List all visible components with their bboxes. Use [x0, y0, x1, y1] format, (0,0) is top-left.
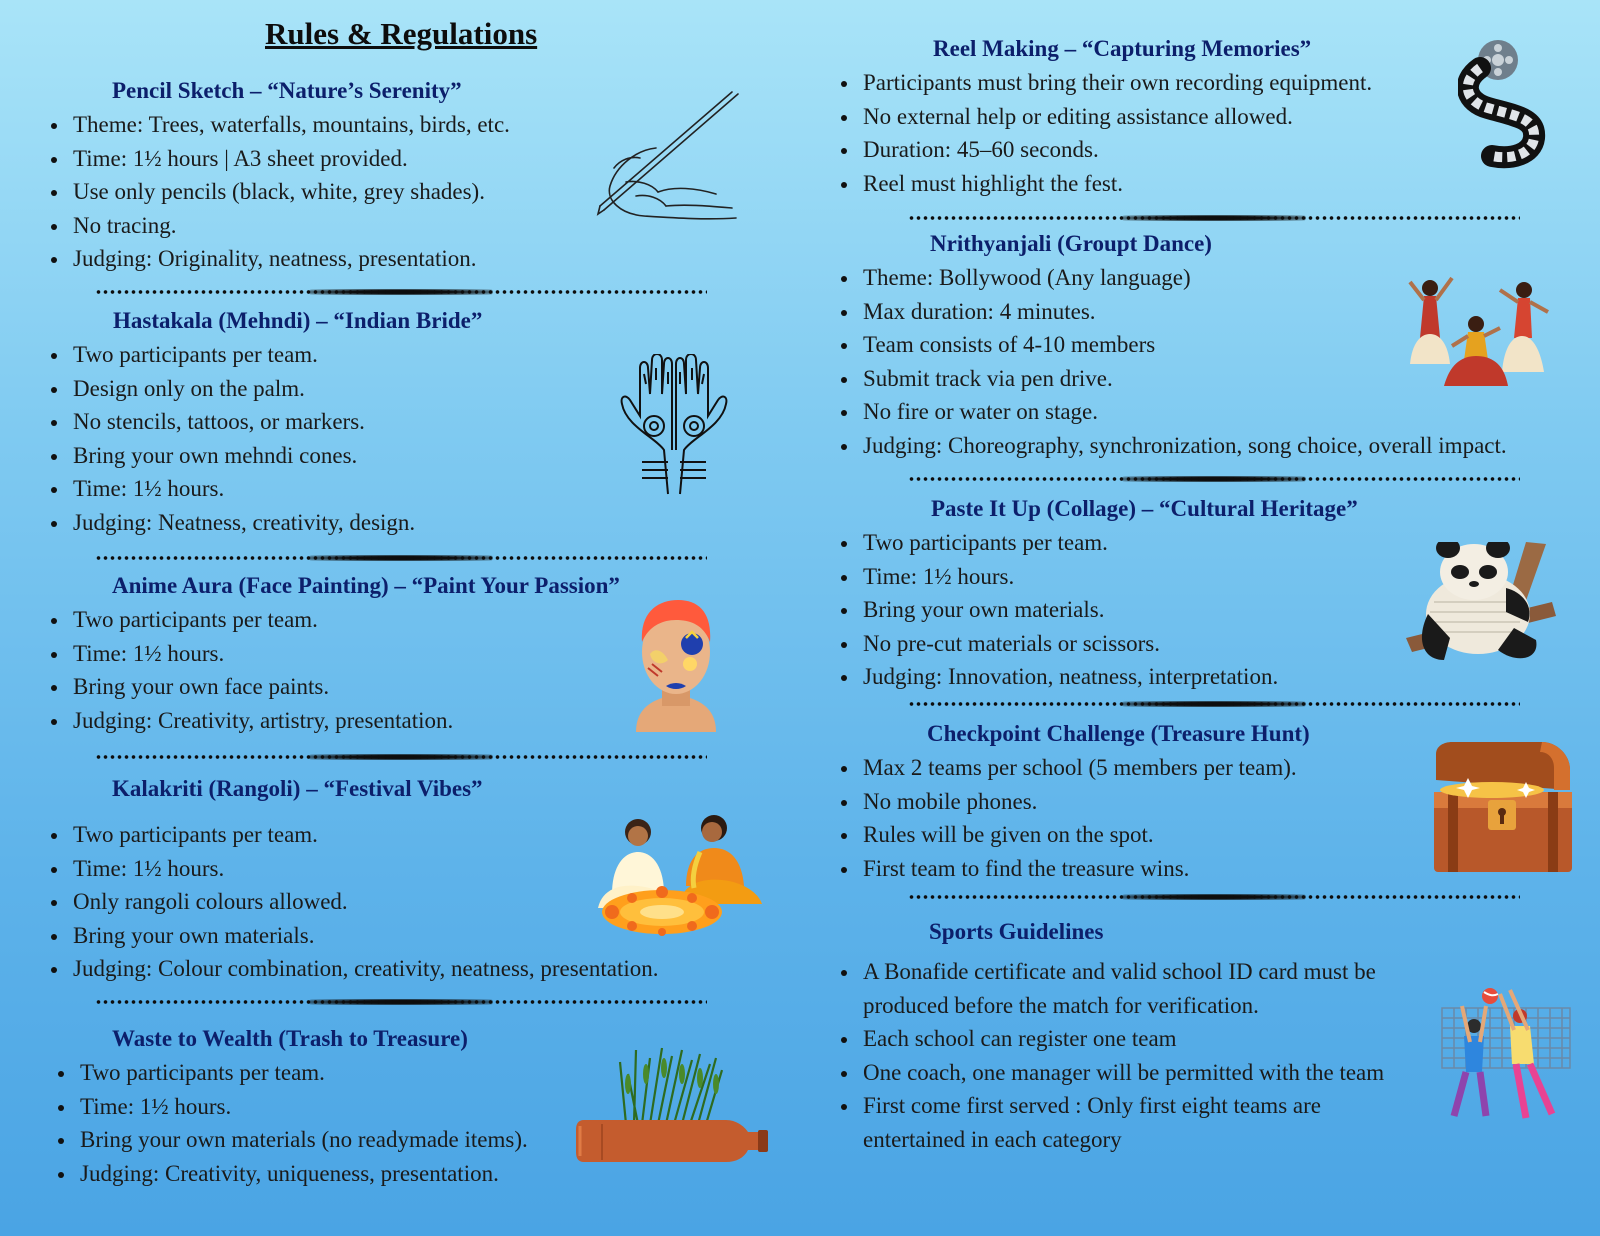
rule-item: Bring your own materials. — [48, 919, 659, 953]
section-reel-making — [838, 36, 1372, 200]
rule-item: Max 2 teams per school (5 members per team). — [838, 751, 1310, 785]
rule-item: Theme: Trees, waterfalls, mountains, birds, etc. — [48, 108, 510, 142]
section-sports-guidelines — [838, 919, 1408, 1156]
section-heading: Pencil Sketch – “Nature’s Serenity” — [112, 78, 462, 103]
dancers-icon — [1404, 268, 1554, 392]
pencil-hand-icon — [596, 88, 746, 230]
section-divider — [908, 475, 1520, 483]
rule-list — [838, 751, 1310, 885]
rule-list — [838, 66, 1372, 200]
rule-list — [838, 955, 1408, 1156]
page-title: Rules & Regulations — [265, 16, 538, 51]
section-divider — [95, 753, 707, 761]
section-waste-to-wealth — [55, 1026, 528, 1190]
section-pencil-sketch — [48, 78, 510, 276]
rule-item: Time: 1½ hours. — [55, 1090, 528, 1124]
section-treasure-hunt — [838, 721, 1310, 885]
painted-face-icon — [628, 598, 724, 732]
rule-list — [48, 108, 510, 276]
section-divider — [908, 893, 1520, 901]
rule-item: Bring your own materials (no readymade items). — [55, 1123, 528, 1157]
rule-item: No tracing. — [48, 209, 510, 243]
rule-item: Only rangoli colours allowed. — [48, 885, 659, 919]
rule-list — [48, 603, 620, 737]
rule-item: Duration: 45–60 seconds. — [838, 133, 1372, 167]
rule-item: Judging: Creativity, uniqueness, presentation. — [55, 1157, 528, 1191]
rule-item: Use only pencils (black, white, grey shades). — [48, 175, 510, 209]
rule-item: Judging: Choreography, synchronization, song choice, overall impact. — [838, 429, 1507, 463]
section-heading: Sports Guidelines — [929, 919, 1104, 944]
rangoli-people-icon — [582, 812, 764, 936]
section-divider — [95, 998, 707, 1006]
rule-item: No pre-cut materials or scissors. — [838, 627, 1358, 661]
rule-item: Two participants per team. — [48, 603, 620, 637]
rule-item: Theme: Bollywood (Any language) — [838, 261, 1507, 295]
rule-item: Two participants per team. — [48, 818, 659, 852]
rule-item: Judging: Innovation, neatness, interpretation. — [838, 660, 1358, 694]
section-heading: Waste to Wealth (Trash to Treasure) — [112, 1026, 468, 1051]
rule-item: Max duration: 4 minutes. — [838, 295, 1507, 329]
rule-list — [48, 818, 659, 986]
rule-item: Judging: Originality, neatness, presentation. — [48, 242, 510, 276]
rule-item: Judging: Neatness, creativity, design. — [48, 506, 482, 540]
section-rangoli — [48, 776, 659, 986]
rule-item: Team consists of 4-10 members — [838, 328, 1507, 362]
section-divider — [908, 214, 1520, 222]
section-divider — [95, 288, 707, 296]
rule-item: First team to find the treasure wins. — [838, 852, 1310, 886]
section-heading: Paste It Up (Collage) – “Cultural Heritage” — [931, 496, 1358, 521]
section-divider — [95, 554, 707, 562]
film-reel-icon — [1458, 38, 1554, 170]
rule-item: Time: 1½ hours. — [838, 560, 1358, 594]
section-heading: Nrithyanjali (Groupt Dance) — [930, 231, 1212, 256]
rule-list — [48, 338, 482, 539]
rule-item: Judging: Colour combination, creativity, neatness, presentation. — [48, 952, 659, 986]
rule-item: Design only on the palm. — [48, 372, 482, 406]
bottle-planter-icon — [576, 1044, 772, 1170]
rule-item: Time: 1½ hours. — [48, 472, 482, 506]
rule-item: Each school can register one team — [838, 1022, 1408, 1056]
rule-item: No stencils, tattoos, or markers. — [48, 405, 482, 439]
rule-item: First come first served : Only first eight teams are entertained in each category — [838, 1089, 1408, 1156]
collage-panda-icon — [1406, 542, 1558, 666]
rule-item: Bring your own mehndi cones. — [48, 439, 482, 473]
rule-item: Bring your own face paints. — [48, 670, 620, 704]
rule-list — [838, 526, 1358, 694]
rule-item: Two participants per team. — [838, 526, 1358, 560]
rule-item: Rules will be given on the spot. — [838, 818, 1310, 852]
section-heading: Checkpoint Challenge (Treasure Hunt) — [927, 721, 1310, 746]
section-divider — [908, 700, 1520, 708]
section-face-painting — [48, 573, 620, 737]
rule-item: Submit track via pen drive. — [838, 362, 1507, 396]
rule-item: Two participants per team. — [48, 338, 482, 372]
section-collage — [838, 496, 1358, 694]
rule-item: Judging: Creativity, artistry, presentation. — [48, 704, 620, 738]
rule-item: One coach, one manager will be permitted with the team — [838, 1056, 1408, 1090]
volleyball-players-icon — [1440, 986, 1574, 1124]
mehndi-hands-icon — [616, 354, 732, 498]
rule-item: No fire or water on stage. — [838, 395, 1507, 429]
rule-item: Time: 1½ hours. — [48, 637, 620, 671]
section-heading: Hastakala (Mehndi) – “Indian Bride” — [113, 308, 483, 333]
section-heading: Kalakriti (Rangoli) – “Festival Vibes” — [112, 776, 483, 801]
rule-item: No mobile phones. — [838, 785, 1310, 819]
section-mehndi — [48, 308, 482, 539]
rule-item: Reel must highlight the fest. — [838, 167, 1372, 201]
rule-item: Time: 1½ hours. — [48, 852, 659, 886]
rule-item: Two participants per team. — [55, 1056, 528, 1090]
rule-item: Time: 1½ hours | A3 sheet provided. — [48, 142, 510, 176]
rule-list — [55, 1056, 528, 1190]
rule-item: Bring your own materials. — [838, 593, 1358, 627]
section-heading: Anime Aura (Face Painting) – “Paint Your Passion” — [112, 573, 620, 598]
section-heading: Reel Making – “Capturing Memories” — [933, 36, 1312, 61]
rule-item: A Bonafide certificate and valid school ID card must be produced before the match for verification. — [838, 955, 1408, 1022]
treasure-chest-icon — [1432, 740, 1574, 874]
rule-item: No external help or editing assistance allowed. — [838, 100, 1372, 134]
rule-item: Participants must bring their own recording equipment. — [838, 66, 1372, 100]
